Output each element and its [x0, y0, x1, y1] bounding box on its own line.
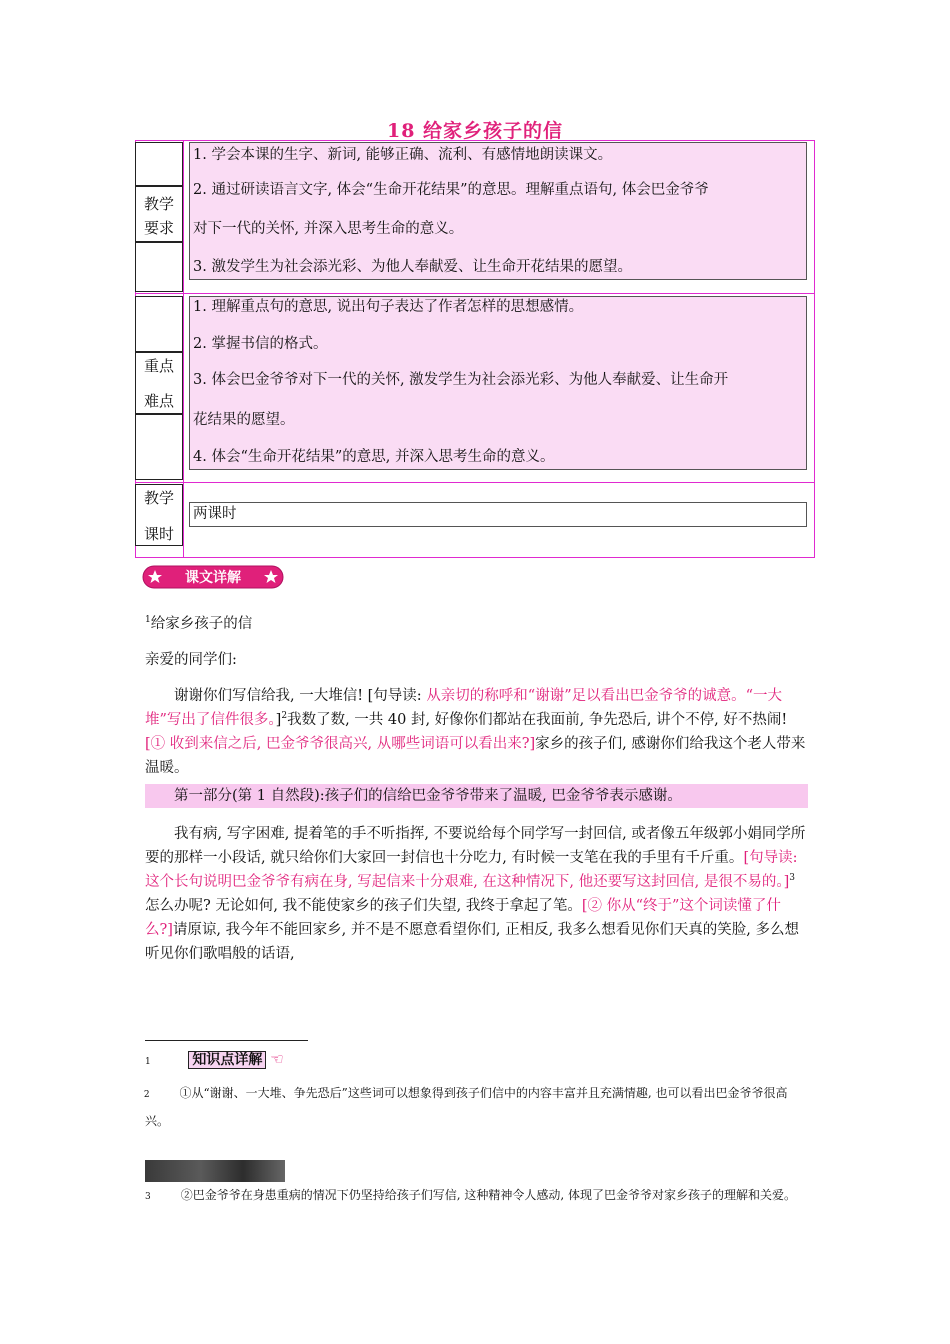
- table-divider: [135, 293, 815, 294]
- paragraph-1: [145, 684, 808, 780]
- paragraph-2: [145, 822, 808, 966]
- summary-text: 第一部分(第 1 自然段):孩子们的信给巴金爷爷带来了温暖, 巴金爷爷表示感谢。: [174, 788, 682, 804]
- section-badge-label: 课文详解: [185, 570, 241, 586]
- table-divider: [135, 482, 815, 483]
- footnote-ref[interactable]: 1: [145, 615, 151, 626]
- knowledge-label: 知识点详解: [188, 1051, 266, 1069]
- paragraph-text: 我数了数, 一共 40 封, 好像你们都站在我面前, 争先恐后, 讲个不停, 好不热闹!: [287, 712, 788, 728]
- keypoints-item: 2. 掌握书信的格式。: [193, 336, 328, 352]
- hours-value: 两课时: [193, 506, 237, 522]
- requirements-item: 1. 学会本课的生字、新词, 能够正确、流利、有感情地朗读课文。: [193, 147, 613, 163]
- paragraph-text: 我有病, 写字困难, 提着笔的手不听指挥, 不要说给每个同学写一封回信, 或者像五年级郭小娟同学所要的那样一小段话, 就只给你们大家回一封信也十分吃力, 有时候一支笔在我的手里有千斤重。: [145, 826, 806, 866]
- paragraph-text: 家乡的孩子们, 感谢你们给我这个老人带来温暖。: [145, 736, 806, 776]
- keypoints-item: 4. 体会“生命开花结果”的意思, 并深入思考生命的意义。: [193, 449, 555, 465]
- keypoints-item: 3. 体会巴金爷爷对下一代的关怀, 激发学生为社会添光彩、为他人奉献爱、让生命开: [193, 372, 729, 388]
- requirements-label-2: 要求: [143, 219, 174, 237]
- section-badge: [142, 564, 284, 590]
- keypoints-item: 花结果的愿望。: [193, 412, 295, 428]
- keypoints-label-1: 重点: [143, 357, 174, 375]
- footnote-1: [145, 1046, 808, 1075]
- table-divider: [183, 140, 184, 558]
- paragraph-text: 怎么办呢? 无论如何, 我不能使家乡的孩子们失望, 我终于拿起了笔。: [145, 898, 582, 914]
- footnote-ref[interactable]: 3: [789, 873, 796, 884]
- label-cell: [135, 142, 183, 186]
- paragraph-text: ]: [275, 712, 282, 728]
- footnote-mark: 2: [143, 1090, 150, 1100]
- label-cell: [135, 242, 183, 292]
- requirements-item: 对下一代的关怀, 并深入思考生命的意义。: [193, 221, 464, 237]
- footnote-3: [145, 1182, 808, 1210]
- pointing-hand-icon: ☜: [270, 1050, 284, 1068]
- requirements-item: 2. 通过研读语言文字, 体会“生命开花结果”的意思。理解重点语句, 体会巴金爷爷: [193, 182, 709, 198]
- footnote-divider: [145, 1040, 308, 1041]
- annotation-text: 从亲切的称呼和“谢谢”足以看出巴金爷爷的诚意。“一大堆”写出了信件很多。: [145, 688, 783, 728]
- keypoints-label-2: 难点: [143, 392, 174, 410]
- annotation-text: [句导读: 这个长句说明巴金爷爷有病在身, 写起信来十分艰难, 在这种情况下, 他还要写这封回信, 是很不易的。]: [145, 850, 798, 890]
- article-heading: [145, 612, 808, 636]
- label-cell: [135, 414, 183, 480]
- hours-cell: [189, 502, 807, 527]
- question-text: [② 你从“终于”这个词读懂了什么?]: [145, 898, 781, 938]
- greeting: 亲爱的同学们:: [145, 652, 237, 668]
- label-cell: [135, 296, 183, 352]
- hours-label-2: 课时: [143, 525, 174, 543]
- footnote-text: ②巴金爷爷在身患重病的情况下仍坚持给孩子们写信, 这种精神令人感动, 体现了巴金爷爷对家乡孩子的理解和关爱。: [180, 1188, 796, 1202]
- hours-label-1: 教学: [143, 489, 174, 507]
- question-text: [① 收到来信之后, 巴金爷爷很高兴, 从哪些词语可以看出来?]: [145, 736, 536, 752]
- requirements-item: 3. 激发学生为社会添光彩、为他人奉献爱、让生命开花结果的愿望。: [193, 259, 632, 275]
- decorative-image: [145, 1160, 285, 1182]
- article-heading-text: 给家乡孩子的信: [150, 616, 253, 632]
- footnote-mark: 3: [145, 1192, 151, 1202]
- footnote-mark: 1: [145, 1057, 151, 1067]
- requirements-label-1: 教学: [143, 195, 174, 213]
- footnote-text: ①从“谢谢、一大堆、争先恐后”这些词可以想象得到孩子们信中的内容丰富并且充满情趣, 也可以看出巴金爷爷很高兴。: [145, 1086, 788, 1128]
- section-summary: [145, 784, 808, 808]
- keypoints-item: 1. 理解重点句的意思, 说出句子表达了作者怎样的思想感情。: [193, 299, 584, 315]
- page-title: 18 给家乡孩子的信: [386, 120, 564, 142]
- footnote-2: [145, 1080, 808, 1134]
- paragraph-text: 请原谅, 我今年不能回家乡, 并不是不愿意看望你们, 正相反, 我多么想看见你们天真的笑脸, 多么想听见你们歌唱般的话语,: [145, 922, 800, 962]
- footnote-ref[interactable]: 2: [281, 711, 288, 722]
- paragraph-text: 谢谢你们写信给我, 一大堆信! [句导读:: [174, 688, 427, 704]
